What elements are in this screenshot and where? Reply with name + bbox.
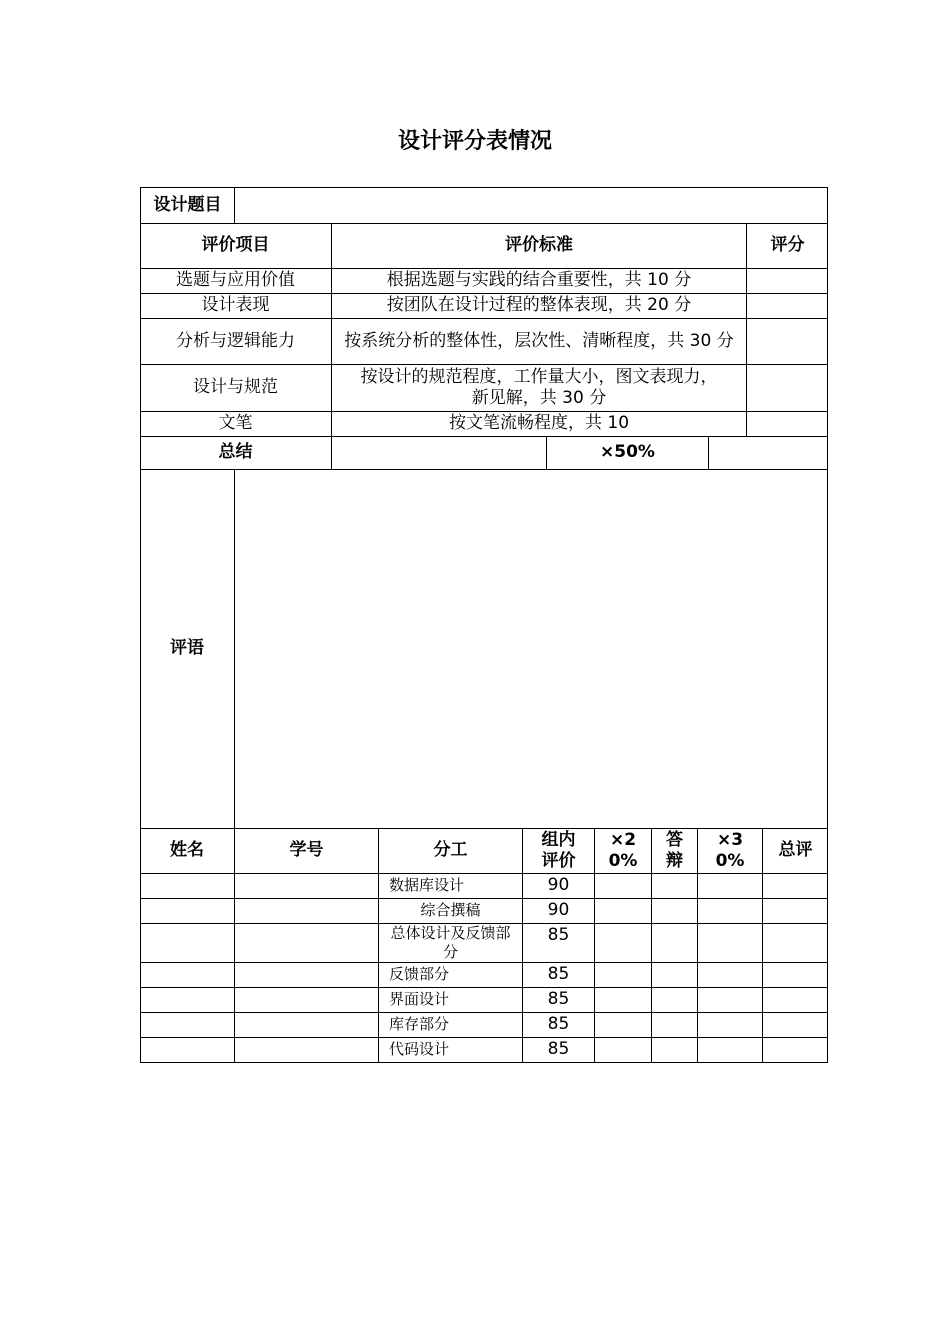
summary-factor: ×50% [600,442,655,462]
topic-label: 设计题目 [153,194,222,215]
member-header-role: 分工 [433,840,468,860]
member-role: 库存部分 [389,1015,450,1033]
criteria-item: 设计与规范 [193,377,278,397]
criteria-standard: 按设计的规范程度，工作量大小，图文表现力，新见解，共 30 分 [360,366,718,408]
member-header-factor20: ×20% [608,829,638,871]
topic-value [235,187,828,223]
member-header-defense: 答辩 [666,829,683,871]
member-header-group-eval: 组内评价 [541,829,576,871]
member-group-score: 90 [547,900,570,920]
page-title: 设计评分表情况 [397,128,552,154]
summary-label: 总结 [218,442,253,462]
member-group-score: 85 [547,1014,570,1034]
member-header-name: 姓名 [170,840,204,860]
member-role: 界面设计 [389,990,450,1008]
criteria-standard: 按团队在设计过程的整体表现，共 20 分 [386,295,692,315]
member-group-score: 85 [547,989,570,1009]
divider [708,436,709,469]
member-role: 综合撰稿 [420,901,481,919]
member-header-id: 学号 [289,840,324,860]
member-group-score: 85 [547,1039,570,1059]
member-header-total: 总评 [778,840,813,860]
header-standard: 评价标准 [505,235,573,255]
member-role: 代码设计 [389,1040,450,1058]
criteria-standard: 根据选题与实践的结合重要性，共 10 分 [386,270,692,290]
divider [234,469,235,1063]
comment-label: 评语 [170,638,204,658]
criteria-item: 选题与应用价值 [176,270,295,290]
member-role: 总体设计及反馈部分 [390,923,511,961]
member-group-score: 85 [547,925,570,945]
member-group-score: 90 [547,875,570,895]
criteria-item: 文笔 [218,413,253,433]
header-item: 评价项目 [201,235,270,255]
member-header-factor30: ×30% [715,829,745,871]
criteria-standard: 按系统分析的整体性，层次性、清晰程度，共 30 分 [344,330,734,351]
criteria-item: 分析与逻辑能力 [176,330,295,351]
member-role: 反馈部分 [389,965,450,983]
member-group-score: 85 [547,964,570,984]
criteria-standard: 按文笔流畅程度，共 10 [448,413,630,433]
member-role: 数据库设计 [389,876,465,894]
criteria-item: 设计表现 [201,295,270,315]
header-score: 评分 [770,235,805,255]
divider [140,469,828,470]
